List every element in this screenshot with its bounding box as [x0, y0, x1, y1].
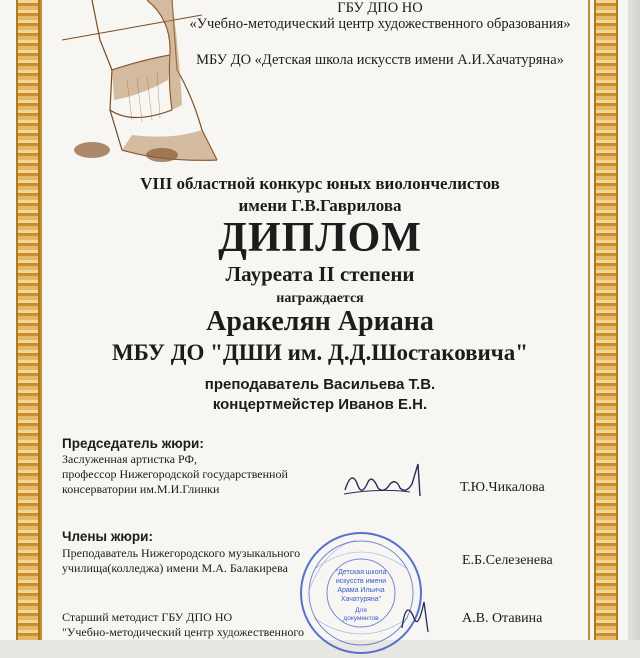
jury-member-name: Е.Б.Селезенева: [462, 553, 553, 568]
jury-chair-title-line2: профессор Нижегородской государственной: [62, 467, 288, 481]
diploma-title: ДИПЛОМ: [218, 215, 422, 261]
org-header-line2: «Учебно-методический центр художественного образования»: [189, 16, 571, 32]
competition-title-line1: VIII областной конкурс юных виолончелистов: [140, 174, 500, 193]
ornamental-border-left: [16, 0, 40, 640]
ornamental-border-right: [594, 0, 618, 640]
competition-title-line2: имени Г.В.Гаврилова: [238, 196, 402, 215]
jury-members-label: Члены жюри:: [62, 529, 153, 544]
stamp-text-line3: Арама Ильича: [337, 587, 385, 594]
recipient-school: МБУ ДО "ДШИ им. Д.Д.Шостаковича": [111, 340, 529, 365]
jury-chair-title-line3: консерватории им.М.И.Глинки: [62, 482, 220, 496]
awarded-label: награждается: [276, 291, 364, 306]
stamp-text-line2: искусств имени: [335, 578, 387, 585]
stamp-text-line5: Для: [355, 607, 367, 614]
org-header-line1: ГБУ ДПО НО: [337, 0, 423, 16]
jury-member-title-line1: Преподаватель Нижегородского музыкального: [62, 546, 301, 560]
org-header-line3: МБУ ДО «Детская школа искусств имени А.И.Хачатуряна»: [196, 52, 564, 68]
accompanist-line: концертмейстер Иванов Е.Н.: [212, 396, 428, 413]
border-line-right: [588, 0, 590, 640]
chair-signature: [340, 458, 440, 502]
methodist-title-line1: Старший методист ГБУ ДПО НО: [62, 610, 233, 624]
stamp-text-line6: документов: [343, 615, 379, 622]
jury-member-title-line2: училища(колледжа) имени М.А. Балакирева: [62, 561, 288, 575]
methodist-title-line2: "Учебно-методический центр художественного: [62, 625, 304, 639]
methodist-name: А.В. Отавина: [462, 611, 543, 626]
stamp-text-line4: Хачатуряна": [340, 596, 382, 603]
jury-chair-label: Председатель жюри:: [62, 436, 204, 451]
laureate-degree: Лауреата II степени: [225, 262, 415, 286]
jury-chair-name: Т.Ю.Чикалова: [460, 480, 545, 495]
member-signature: [396, 588, 436, 638]
teacher-line: преподаватель Васильева Т.В.: [204, 376, 436, 393]
recipient-name: Аракелян Ариана: [206, 306, 434, 337]
border-line-left: [40, 0, 42, 640]
jury-chair-title-line1: Заслуженная артистка РФ,: [62, 452, 197, 466]
stamp-text-line1: "Детская школа: [335, 569, 387, 576]
page-edge-shadow: [628, 0, 640, 640]
